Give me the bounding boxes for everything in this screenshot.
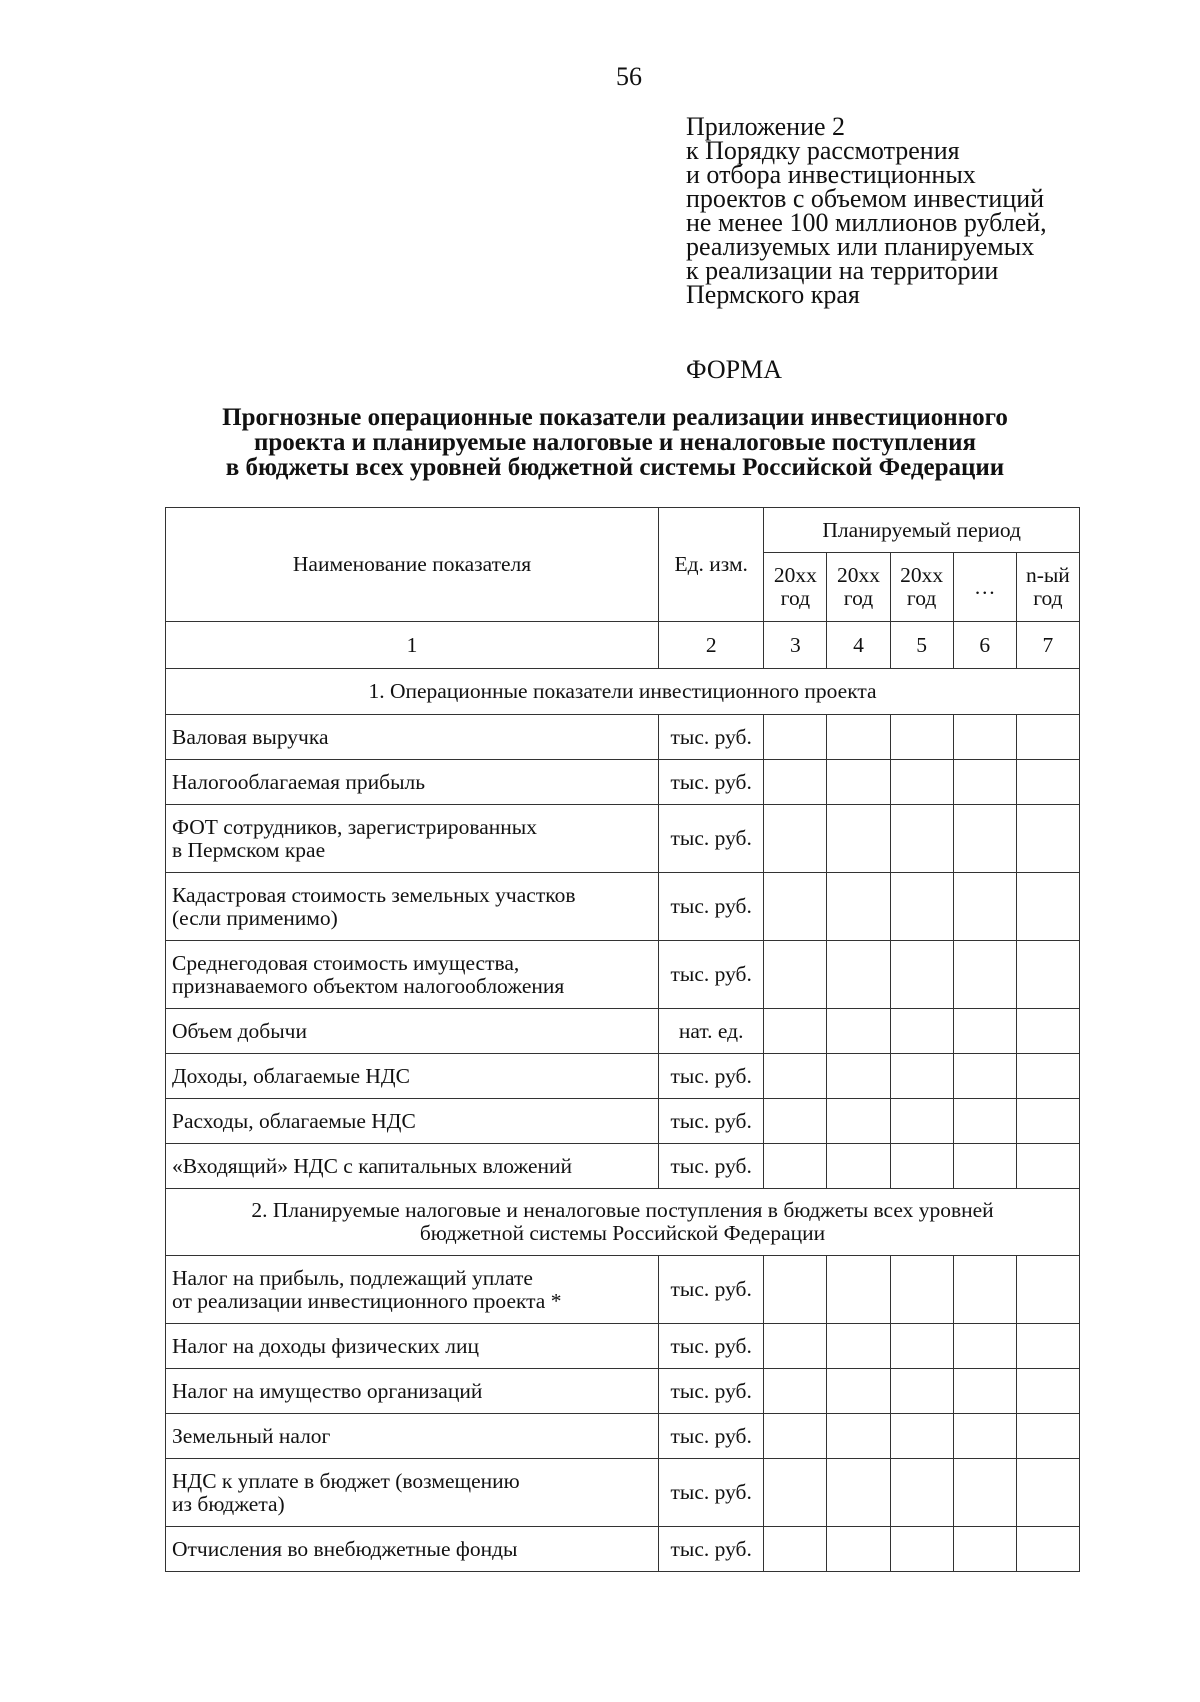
header-year-ellipsis: …: [953, 553, 1016, 622]
col-number: 1: [166, 622, 659, 669]
header-year-3: 20xx год: [890, 553, 953, 622]
value-cell[interactable]: [890, 1099, 953, 1144]
value-cell[interactable]: [1016, 1054, 1079, 1099]
value-cell[interactable]: [953, 1527, 1016, 1572]
table-row: [166, 941, 1080, 1009]
value-cell[interactable]: [1016, 941, 1079, 1009]
value-cell[interactable]: [764, 1054, 827, 1099]
row-unit: тыс. руб.: [659, 873, 764, 941]
table-row: [166, 1009, 1080, 1054]
row-name: Налог на доходы физических лиц: [166, 1324, 659, 1369]
row-name: Отчисления во внебюджетные фонды: [166, 1527, 659, 1572]
header-period: Планируемый период: [764, 508, 1080, 553]
section-1-header: [166, 669, 1080, 715]
header-year-1: 20xx год: [764, 553, 827, 622]
value-cell[interactable]: [827, 760, 890, 805]
header-year-2: 20xx год: [827, 553, 890, 622]
table-row: [166, 1324, 1080, 1369]
indicators-table: [165, 507, 1080, 1572]
row-name: Доходы, облагаемые НДС: [166, 1054, 659, 1099]
value-cell[interactable]: [890, 1054, 953, 1099]
row-name: НДС к уплате в бюджет (возмещению из бюджета): [166, 1459, 659, 1527]
appendix-note: [686, 112, 1047, 309]
row-unit: тыс. руб.: [659, 1144, 764, 1189]
value-cell[interactable]: [1016, 1414, 1079, 1459]
value-cell[interactable]: [827, 1009, 890, 1054]
table-row: [166, 715, 1080, 760]
value-cell[interactable]: [764, 805, 827, 873]
value-cell[interactable]: [1016, 1459, 1079, 1527]
col-number: 5: [890, 622, 953, 669]
value-cell[interactable]: [953, 805, 1016, 873]
value-cell[interactable]: [827, 1144, 890, 1189]
value-cell[interactable]: [764, 941, 827, 1009]
row-name: Объем добычи: [166, 1009, 659, 1054]
header-unit: Ед. изм.: [659, 508, 764, 622]
title-line: проекта и планируемые налоговые и неналоговые поступления: [253, 429, 977, 456]
value-cell[interactable]: [1016, 1099, 1079, 1144]
value-cell[interactable]: [953, 873, 1016, 941]
table-header-row: [166, 508, 1080, 553]
value-cell[interactable]: [953, 1144, 1016, 1189]
value-cell[interactable]: [827, 1459, 890, 1527]
table-row: [166, 1256, 1080, 1324]
value-cell[interactable]: [953, 1369, 1016, 1414]
value-cell[interactable]: [890, 1414, 953, 1459]
title-line: Прогнозные операционные показатели реализации инвестиционного: [222, 404, 1008, 431]
row-unit: тыс. руб.: [659, 1527, 764, 1572]
row-name: Налог на прибыль, подлежащий уплате от реализации инвестиционного проекта *: [166, 1256, 659, 1324]
value-cell[interactable]: [1016, 1527, 1079, 1572]
value-cell[interactable]: [764, 1459, 827, 1527]
col-number: 3: [764, 622, 827, 669]
row-name: «Входящий» НДС с капитальных вложений: [166, 1144, 659, 1189]
value-cell[interactable]: [764, 715, 827, 760]
value-cell[interactable]: [1016, 1324, 1079, 1369]
row-name: Налогооблагаемая прибыль: [166, 760, 659, 805]
col-number: 2: [659, 622, 764, 669]
value-cell[interactable]: [764, 873, 827, 941]
title-line: в бюджеты всех уровней бюджетной системы Российской Федерации: [225, 454, 1005, 481]
table-row: [166, 1414, 1080, 1459]
value-cell[interactable]: [1016, 805, 1079, 873]
value-cell[interactable]: [953, 1459, 1016, 1527]
document-title: [150, 405, 1080, 480]
value-cell[interactable]: [827, 1099, 890, 1144]
value-cell[interactable]: [827, 1256, 890, 1324]
section-2-header: [166, 1189, 1080, 1256]
table-row: [166, 1054, 1080, 1099]
row-name: Земельный налог: [166, 1414, 659, 1459]
form-label: ФОРМА: [686, 355, 782, 384]
value-cell[interactable]: [890, 941, 953, 1009]
row-unit: тыс. руб.: [659, 941, 764, 1009]
appendix-line: реализуемых или планируемых: [686, 232, 1035, 261]
value-cell[interactable]: [827, 873, 890, 941]
col-number: 4: [827, 622, 890, 669]
value-cell[interactable]: [1016, 1369, 1079, 1414]
column-number-row: [166, 622, 1080, 669]
row-unit: тыс. руб.: [659, 715, 764, 760]
appendix-line: и отбора инвестиционных: [686, 160, 976, 189]
row-unit: тыс. руб.: [659, 1256, 764, 1324]
value-cell[interactable]: [890, 715, 953, 760]
value-cell[interactable]: [953, 715, 1016, 760]
row-unit: тыс. руб.: [659, 805, 764, 873]
value-cell[interactable]: [890, 1144, 953, 1189]
value-cell[interactable]: [953, 760, 1016, 805]
row-name: Кадастровая стоимость земельных участков (если применимо): [166, 873, 659, 941]
value-cell[interactable]: [827, 1054, 890, 1099]
value-cell[interactable]: [953, 1414, 1016, 1459]
row-unit: нат. ед.: [659, 1009, 764, 1054]
value-cell[interactable]: [890, 760, 953, 805]
value-cell[interactable]: [890, 1256, 953, 1324]
appendix-line: не менее 100 миллионов рублей,: [686, 208, 1047, 237]
table-row: [166, 1369, 1080, 1414]
row-unit: тыс. руб.: [659, 1099, 764, 1144]
value-cell[interactable]: [890, 1009, 953, 1054]
value-cell[interactable]: [890, 1324, 953, 1369]
row-unit: тыс. руб.: [659, 1459, 764, 1527]
value-cell[interactable]: [764, 1324, 827, 1369]
header-name: Наименование показателя: [166, 508, 659, 622]
value-cell[interactable]: [827, 1369, 890, 1414]
value-cell[interactable]: [890, 1369, 953, 1414]
value-cell[interactable]: [1016, 760, 1079, 805]
value-cell[interactable]: [890, 1527, 953, 1572]
value-cell[interactable]: [827, 715, 890, 760]
row-name: Валовая выручка: [166, 715, 659, 760]
appendix-line: Пермского края: [686, 280, 860, 309]
table-row: [166, 1099, 1080, 1144]
table-row: [166, 873, 1080, 941]
appendix-line: Приложение 2: [686, 112, 846, 141]
value-cell[interactable]: [890, 873, 953, 941]
value-cell[interactable]: [764, 1527, 827, 1572]
section-title: 2. Планируемые налоговые и неналоговые поступления в бюджеты всех уровней бюджетной системы Российской Федерации: [166, 1189, 1080, 1256]
value-cell[interactable]: [890, 805, 953, 873]
table-row: [166, 805, 1080, 873]
page-number: 56: [616, 62, 642, 91]
appendix-line: проектов с объемом инвестиций: [686, 184, 1045, 213]
value-cell[interactable]: [764, 760, 827, 805]
value-cell[interactable]: [827, 805, 890, 873]
row-unit: тыс. руб.: [659, 1414, 764, 1459]
value-cell[interactable]: [953, 1009, 1016, 1054]
table-row: [166, 760, 1080, 805]
value-cell[interactable]: [953, 1324, 1016, 1369]
appendix-line: к Порядку рассмотрения: [686, 136, 960, 165]
value-cell[interactable]: [827, 1527, 890, 1572]
section-title: 1. Операционные показатели инвестиционного проекта: [166, 669, 1080, 715]
value-cell[interactable]: [953, 941, 1016, 1009]
value-cell[interactable]: [764, 1144, 827, 1189]
value-cell[interactable]: [764, 1414, 827, 1459]
value-cell[interactable]: [1016, 873, 1079, 941]
appendix-line: к реализации на территории: [686, 256, 999, 285]
row-unit: тыс. руб.: [659, 760, 764, 805]
header-year-n: n-ый год: [1016, 553, 1079, 622]
value-cell[interactable]: [953, 1256, 1016, 1324]
col-number: 6: [953, 622, 1016, 669]
value-cell[interactable]: [764, 1256, 827, 1324]
table-row: [166, 1459, 1080, 1527]
row-unit: тыс. руб.: [659, 1324, 764, 1369]
value-cell[interactable]: [1016, 1256, 1079, 1324]
value-cell[interactable]: [1016, 1144, 1079, 1189]
value-cell[interactable]: [764, 1099, 827, 1144]
value-cell[interactable]: [827, 941, 890, 1009]
value-cell[interactable]: [764, 1369, 827, 1414]
row-unit: тыс. руб.: [659, 1054, 764, 1099]
value-cell[interactable]: [890, 1459, 953, 1527]
value-cell[interactable]: [827, 1414, 890, 1459]
value-cell[interactable]: [827, 1324, 890, 1369]
table-row: [166, 1144, 1080, 1189]
value-cell[interactable]: [764, 1009, 827, 1054]
row-name: Налог на имущество организаций: [166, 1369, 659, 1414]
value-cell[interactable]: [1016, 715, 1079, 760]
row-unit: тыс. руб.: [659, 1369, 764, 1414]
row-name: Расходы, облагаемые НДС: [166, 1099, 659, 1144]
value-cell[interactable]: [953, 1099, 1016, 1144]
value-cell[interactable]: [953, 1054, 1016, 1099]
col-number: 7: [1016, 622, 1079, 669]
table-row: [166, 1527, 1080, 1572]
row-name: Среднегодовая стоимость имущества, признаваемого объектом налогообложения: [166, 941, 659, 1009]
row-name: ФОТ сотрудников, зарегистрированных в Пермском крае: [166, 805, 659, 873]
value-cell[interactable]: [1016, 1009, 1079, 1054]
